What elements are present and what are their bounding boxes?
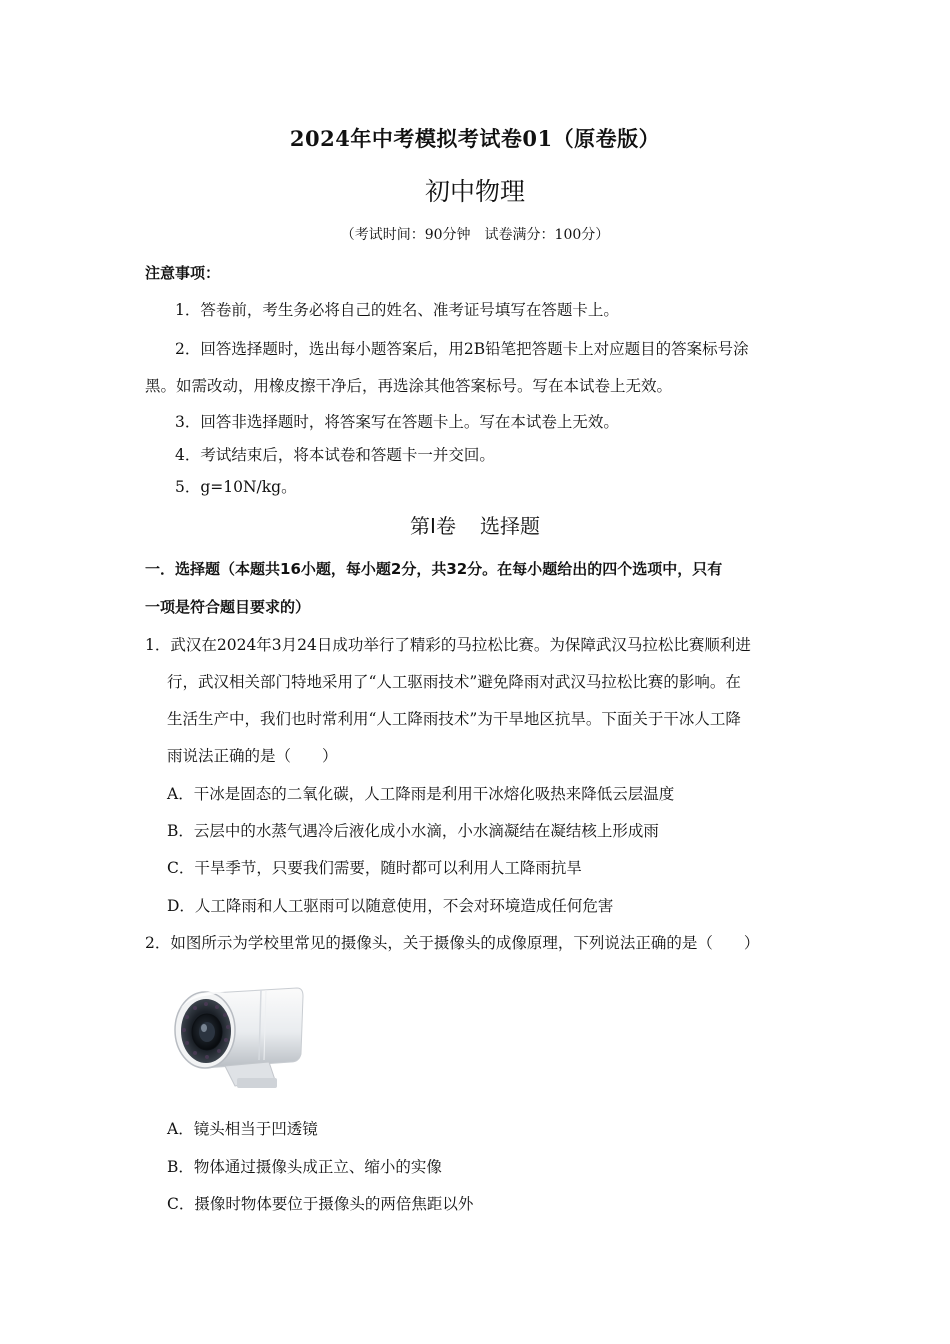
note-item: 4．考试结束后，将本试卷和答题卡一并交回。 xyxy=(175,446,495,464)
option-b: B．物体通过摄像头成正立、缩小的实像 xyxy=(167,1158,442,1176)
exam-info xyxy=(0,224,950,244)
note-item: 黑。如需改动，用橡皮擦干净后，再选涂其他答案标号。写在本试卷上无效。 xyxy=(145,377,673,395)
question-stem: 1．武汉在2024年3月24日成功举行了精彩的马拉松比赛。为保障武汉马拉松比赛顺利进 xyxy=(145,636,751,654)
note-item: 1．答卷前，考生务必将自己的姓名、准考证号填写在答题卡上。 xyxy=(175,301,619,319)
section-instruction: 一项是符合题目要求的） xyxy=(145,598,311,616)
option-b: B．云层中的水蒸气遇冷后液化成小水滴，小水滴凝结在凝结核上形成雨 xyxy=(167,822,659,840)
exam-title: 2024年中考模拟考试卷01（原卷版） xyxy=(289,126,661,151)
section-part: 第Ⅰ卷 xyxy=(410,514,456,538)
note-item: 3．回答非选择题时，将答案写在答题卡上。写在本试卷上无效。 xyxy=(175,413,619,431)
exam-time: （考试时间：90分钟 xyxy=(340,227,471,243)
full-score: 试卷满分：100分） xyxy=(484,227,610,243)
question-stem: 2．如图所示为学校里常见的摄像头，关于摄像头的成像原理，下列说法正确的是（ ） xyxy=(145,934,760,952)
option-d: D．人工降雨和人工驱雨可以随意使用，不会对环境造成任何危害 xyxy=(167,897,614,915)
notes-heading: 注意事项： xyxy=(145,264,221,282)
question-stem: 雨说法正确的是（ ） xyxy=(167,747,338,765)
option-a: A．镜头相当于凹透镜 xyxy=(167,1120,318,1138)
section-instruction: 一．选择题（本题共16小题，每小题2分，共32分。在每小题给出的四个选项中，只有 xyxy=(145,560,723,578)
question-stem: 行，武汉相关部门特地采用了“人工驱雨技术”避免降雨对武汉马拉松比赛的影响。在 xyxy=(167,673,741,691)
option-a: A．干冰是固态的二氧化碳，人工降雨是利用干冰熔化吸热来降低云层温度 xyxy=(167,785,675,803)
note-item: 5．g=10N/kg。 xyxy=(175,478,297,496)
question-stem: 生活生产中，我们也时常利用“人工降雨技术”为干旱地区抗旱。下面关于干冰人工降 xyxy=(167,710,741,728)
subject-title: 初中物理 xyxy=(424,177,525,206)
option-c: C．摄像时物体要位于摄像头的两倍焦距以外 xyxy=(167,1195,474,1213)
section-name: 选择题 xyxy=(479,514,540,538)
security-camera-image xyxy=(165,982,305,1090)
section-title xyxy=(0,510,950,539)
note-item: 2．回答选择题时，选出每小题答案后，用2B铅笔把答题卡上对应题目的答案标号涂 xyxy=(175,340,749,358)
option-c: C．干旱季节，只要我们需要，随时都可以利用人工降雨抗旱 xyxy=(167,859,582,877)
